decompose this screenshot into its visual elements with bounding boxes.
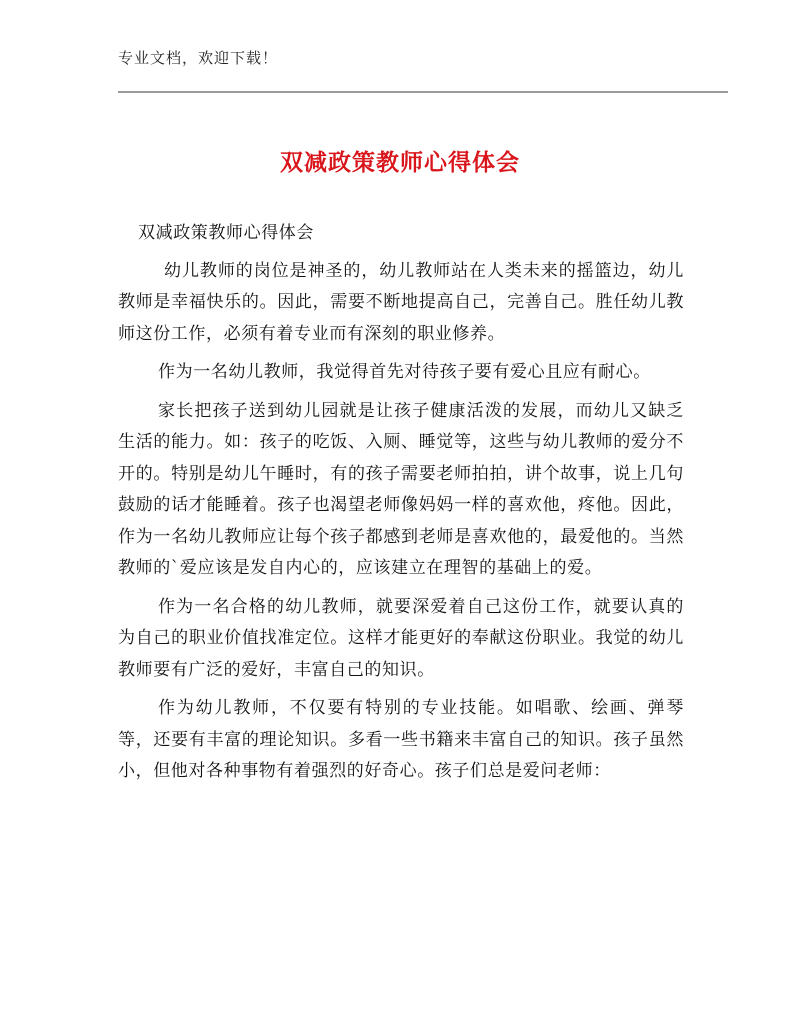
document-title: 双减政策教师心得体会 — [280, 150, 520, 176]
header-note: 专业文档，欢迎下载！ — [118, 49, 279, 67]
paragraph-4: 作为一名合格的幼儿教师，就要深爱着自己这份工作，就要认真的为自己的职业价值找准定位。这样才能更好的奉献这份职业。我觉的幼儿教师要有广泛的爱好，丰富自己的知识。 — [118, 596, 684, 680]
header-divider — [118, 91, 728, 93]
document-subtitle: 双减政策教师心得体会 — [138, 223, 314, 243]
paragraph-2: 作为一名幼儿教师，我觉得首先对待孩子要有爱心且应有耐心。 — [158, 362, 651, 382]
document-body — [118, 218, 684, 795]
paragraph-1: 幼儿教师的岗位是神圣的，幼儿教师站在人类未来的摇篮边，幼儿教师是幸福快乐的。因此，需要不断地提高自己，完善自己。胜任幼儿教师这份工作，必须有着专业而有深刻的职业修养。 — [118, 260, 684, 344]
paragraph-5: 作为幼儿教师，不仅要有特别的专业技能。如唱歌、绘画、弹琴等，还要有丰富的理论知识。多看一些书籍来丰富自己的知识。孩子虽然小，但他对各种事物有着强烈的好奇心。孩子们总是爱问老师： — [118, 698, 684, 781]
paragraph-3: 家长把孩子送到幼儿园就是让孩子健康活泼的发展，而幼儿又缺乏生活的能力。如：孩子的吃饭、入厕、睡觉等，这些与幼儿教师的爱分不开的。特别是幼儿午睡时，有的孩子需要老师拍拍，讲个故事，说上几句鼓励的话才能睡着。孩子也渴望老师像妈妈一样的喜欢他，疼他。因此，作为一名幼儿教师应让每个孩子都感到老师是喜欢他的，最爱他的。当然教师的`爱应该是发自内心的，应该建立在理智的基础上的爱。 — [118, 400, 684, 578]
